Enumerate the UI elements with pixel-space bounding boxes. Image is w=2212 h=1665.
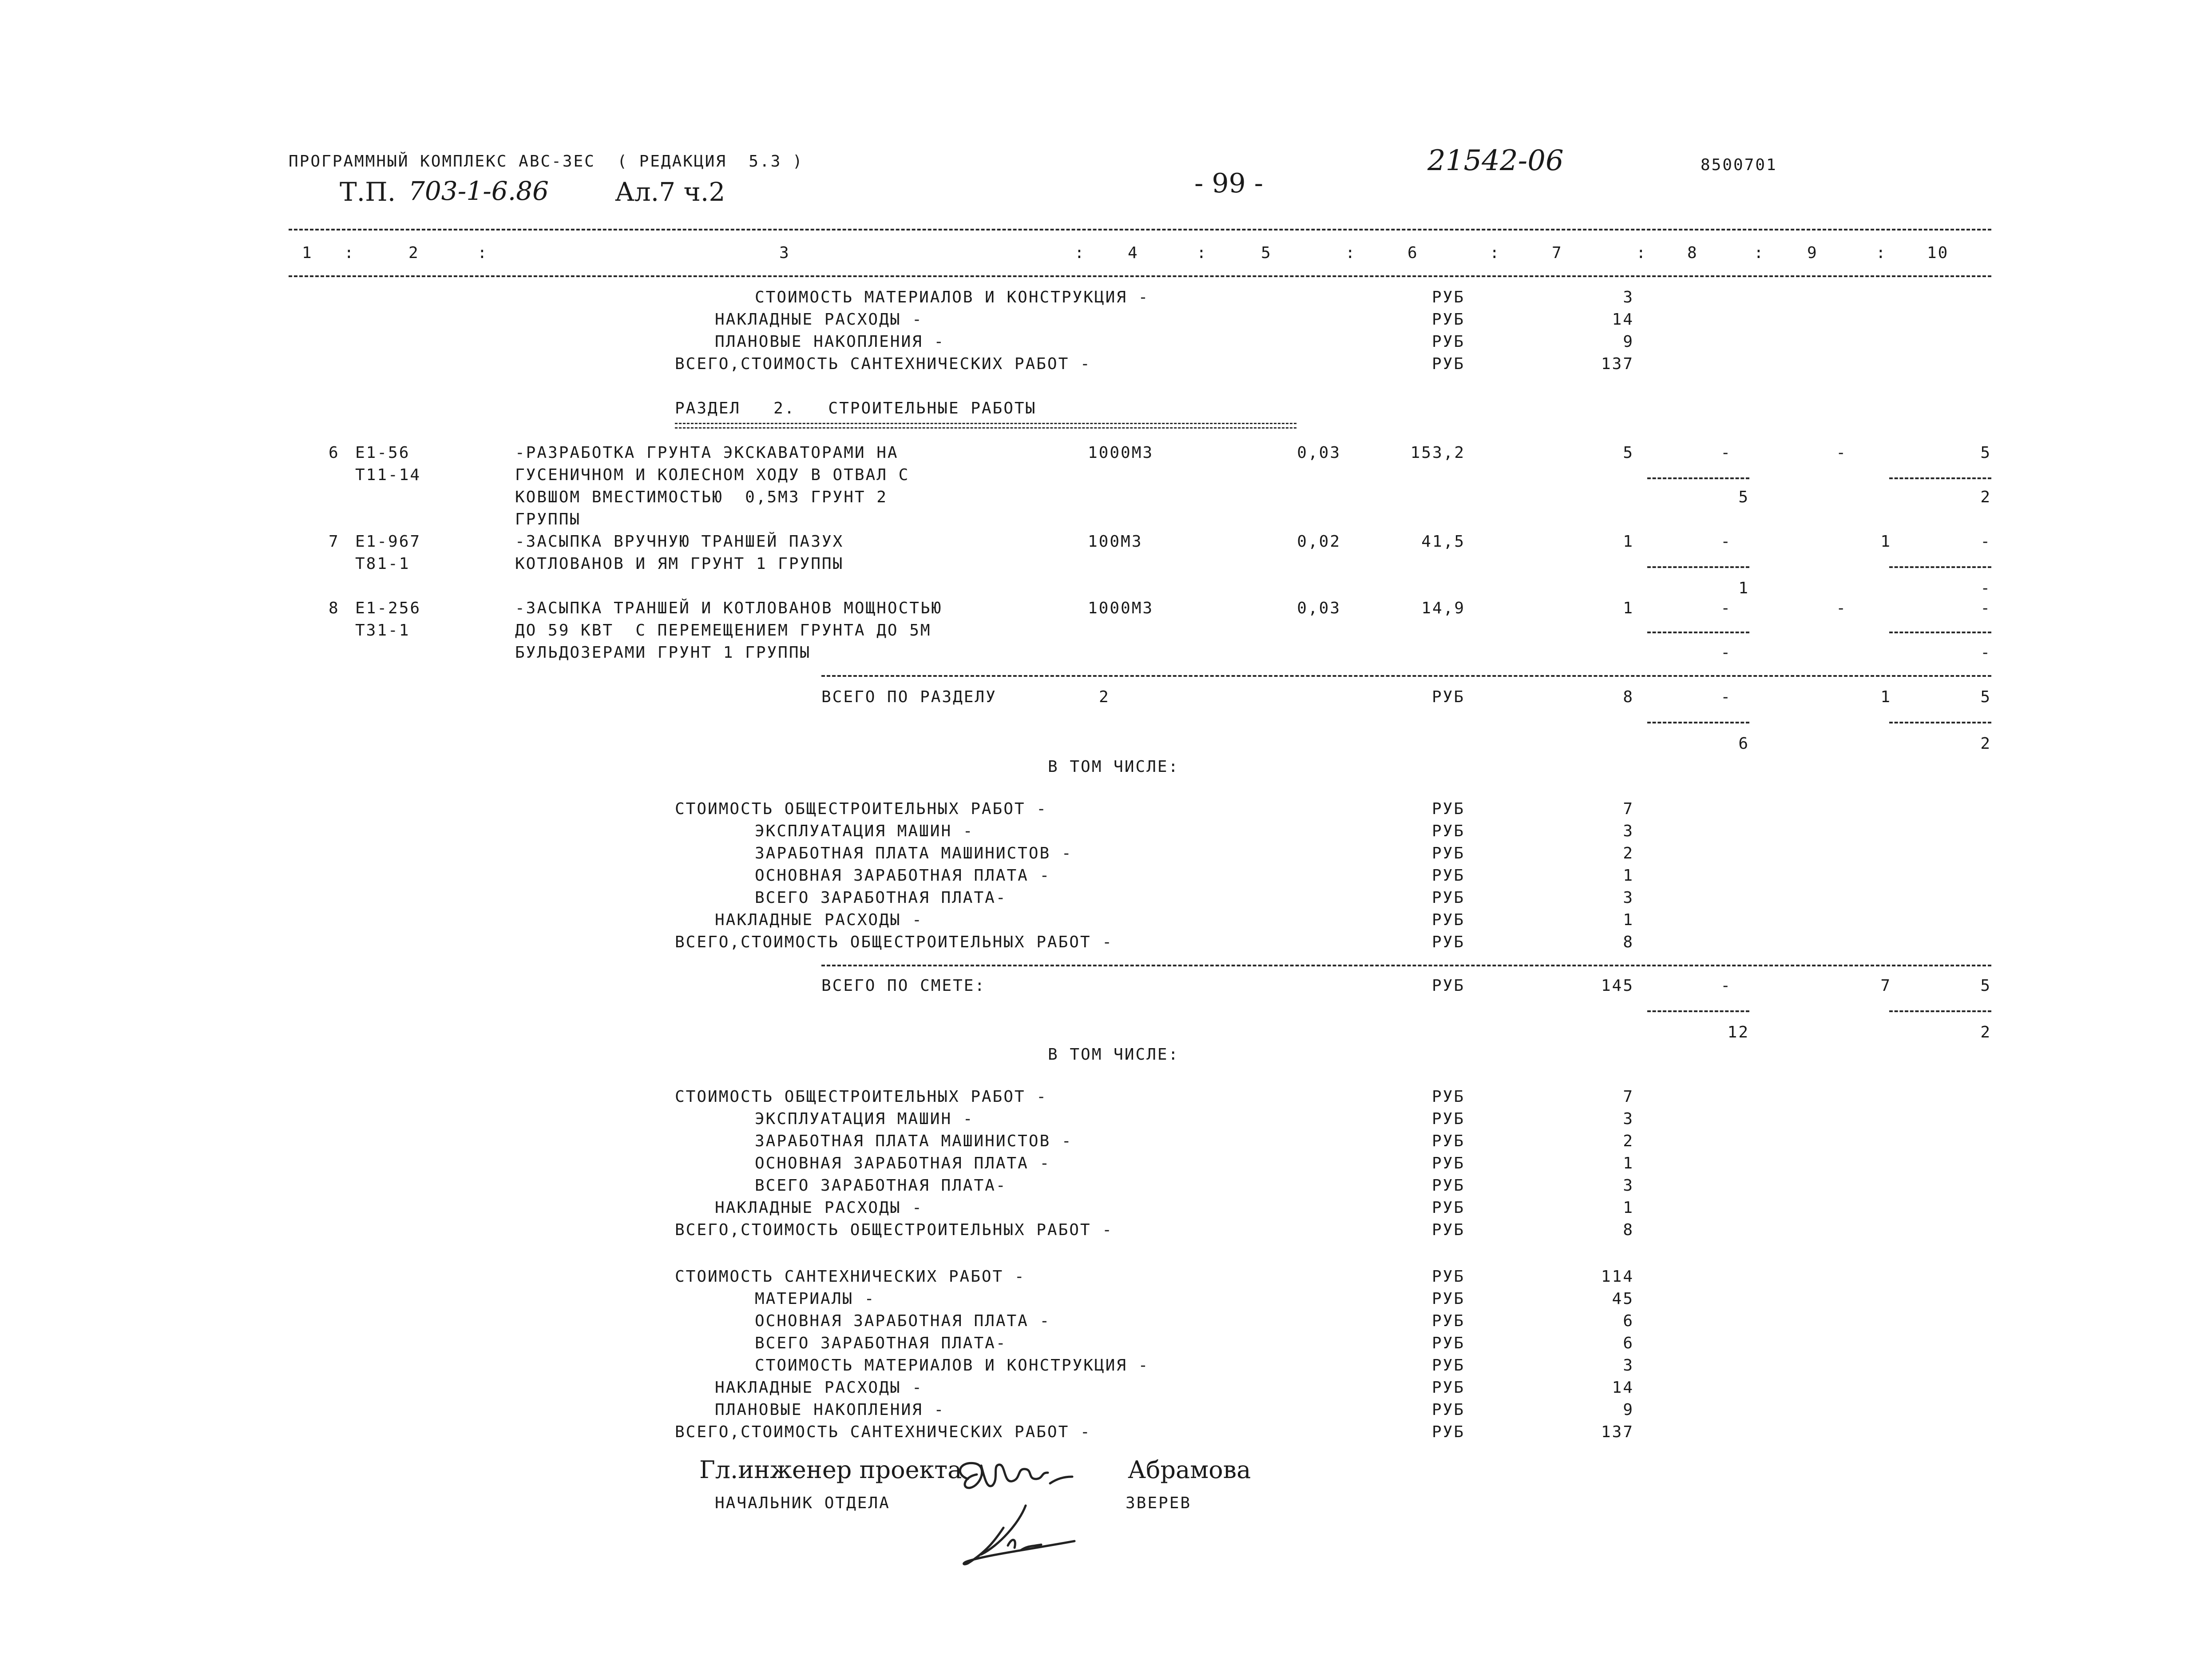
summary-label: НАКЛАДНЫЕ РАСХОДЫ - [715,310,923,329]
breakdown-unit: РУБ [1432,1379,1465,1397]
col-3-header: 3 [779,244,790,262]
department-head-name: ЗВЕРЕВ [1126,1494,1192,1512]
summary-value: 137 [1601,355,1634,373]
col-7-value: 145 [1601,977,1634,995]
breakdown-unit: РУБ [1432,911,1465,929]
breakdown-unit: РУБ [1432,1176,1465,1195]
breakdown-value: 6 [1623,1334,1634,1352]
breakdown-value: 3 [1623,889,1634,907]
work-description: -РАЗРАБОТКА ГРУНТА ЭКСКАВАТОРАМИ НА [515,444,899,462]
breakdown-unit: РУБ [1432,1268,1465,1286]
section-total-label: ВСЕГО ПО РАЗДЕЛУ [821,688,997,706]
breakdown-label: ЭКСПЛУАТАЦИЯ МАШИН - [755,1110,974,1128]
summary-label: СТОИМОСТЬ МАТЕРИАЛОВ И КОНСТРУКЦИЯ - [755,288,1150,306]
breakdown-value: 137 [1601,1423,1634,1441]
col-9-value: 7 [1880,977,1891,995]
col-10-header: 10 [1927,244,1949,262]
breakdown-unit: РУБ [1432,1088,1465,1106]
breakdown-label: СТОИМОСТЬ ОБЩЕСТРОИТЕЛЬНЫХ РАБОТ - [675,800,1047,818]
row-number: 6 [329,444,340,462]
col-8-header: 8 [1687,244,1698,262]
breakdown-label: СТОИМОСТЬ САНТЕХНИЧЕСКИХ РАБОТ - [675,1268,1026,1286]
breakdown-label: ВСЕГО,СТОИМОСТЬ ОБЩЕСТРОИТЕЛЬНЫХ РАБОТ - [675,1221,1113,1239]
breakdown-value: 9 [1623,1401,1634,1419]
col-7-value: 1 [1623,532,1634,551]
breakdown-label: ОСНОВНАЯ ЗАРАБОТНАЯ ПЛАТА - [755,866,1051,885]
col-8-value: - [1720,977,1732,995]
breakdown-label: НАКЛАДНЫЕ РАСХОДЫ - [715,1379,923,1397]
estimate-total-unit: РУБ [1432,977,1465,995]
rate-code: Е1-967 [355,532,421,551]
breakdown-value: 6 [1623,1312,1634,1330]
breakdown-unit: РУБ [1432,1110,1465,1128]
breakdown-value: 8 [1623,933,1634,951]
unit-price: 41,5 [1421,532,1465,551]
col-2-header: 2 [408,244,420,262]
album-label: Ал.7 ч.2 [615,177,725,207]
breakdown-unit: РУБ [1432,822,1465,840]
breakdown-value: 3 [1623,1356,1634,1375]
section-total-unit: РУБ [1432,688,1465,706]
sheet-code: 8500701 [1701,156,1777,174]
quantity: 0,03 [1297,599,1341,617]
work-description: КОТЛОВАНОВ И ЯМ ГРУНТ 1 ГРУППЫ [515,555,844,573]
breakdown-value: 1 [1623,1154,1634,1172]
summary-label: ПЛАНОВЫЕ НАКОПЛЕНИЯ - [715,333,945,351]
including-heading: В ТОМ ЧИСЛЕ: [1048,758,1180,776]
project-prefix: Т.П. [340,177,396,207]
breakdown-value: 2 [1623,844,1634,862]
breakdown-value: 8 [1623,1221,1634,1239]
col-sep: : [1197,244,1208,262]
col-8-sub: 12 [1727,1023,1749,1041]
chief-engineer-title: Гл.инженер проекта [699,1456,962,1484]
breakdown-label: ЗАРАБОТНАЯ ПЛАТА МАШИНИСТОВ - [755,1132,1073,1150]
section-underline [675,423,1296,424]
summary-label: ВСЕГО,СТОИМОСТЬ САНТЕХНИЧЕСКИХ РАБОТ - [675,355,1091,373]
col-sep: : [477,244,488,262]
col-10-value: - [1980,599,1991,617]
col-8-value: - [1720,532,1732,551]
breakdown-label: МАТЕРИАЛЫ - [755,1290,876,1308]
rate-code: Е1-56 [355,444,410,462]
unit: 1000М3 [1088,599,1154,617]
subtotal-rule [1889,632,1991,633]
row-number: 8 [329,599,340,617]
col-5-header: 5 [1261,244,1272,262]
breakdown-unit: РУБ [1432,1221,1465,1239]
unit: 100М3 [1088,532,1143,551]
work-description: -ЗАСЫПКА ТРАНШЕЙ И КОТЛОВАНОВ МОЩНОСТЬЮ [515,599,943,617]
breakdown-value: 14 [1612,1379,1634,1397]
col-sep: : [1876,244,1887,262]
breakdown-value: 1 [1623,1199,1634,1217]
rate-code-2: Т81-1 [355,555,410,573]
breakdown-unit: РУБ [1432,1312,1465,1330]
col-4-header: 4 [1128,244,1139,262]
breakdown-value: 3 [1623,1176,1634,1195]
breakdown-value: 2 [1623,1132,1634,1150]
subtotal-rule [1889,566,1991,568]
col-sep: : [1754,244,1765,262]
col-10-value: 5 [1980,444,1991,462]
breakdown-label: ОСНОВНАЯ ЗАРАБОТНАЯ ПЛАТА - [755,1312,1051,1330]
col-8-sub: 1 [1738,579,1749,597]
work-description: БУЛЬДОЗЕРАМИ ГРУНТ 1 ГРУППЫ [515,644,811,662]
col-8-value: - [1720,599,1732,617]
work-description: ГУСЕНИЧНОМ И КОЛЕСНОМ ХОДУ В ОТВАЛ С [515,466,910,484]
including-heading: В ТОМ ЧИСЛЕ: [1048,1045,1180,1064]
summary-value: 3 [1623,288,1634,306]
subtotal-rule [1647,566,1749,568]
quantity: 0,03 [1297,444,1341,462]
work-description: КОВШОМ ВМЕСТИМОСТЬЮ 0,5М3 ГРУНТ 2 [515,488,888,506]
col-10-sub: - [1980,579,1991,597]
col-sep: : [1636,244,1647,262]
section-total-number: 2 [1099,688,1110,706]
header-rule-top [289,229,1991,230]
breakdown-label: ВСЕГО ЗАРАБОТНАЯ ПЛАТА- [755,889,1007,907]
col-10-value: - [1980,532,1991,551]
breakdown-value: 114 [1601,1268,1634,1286]
rate-code-2: Т31-1 [355,621,410,640]
col-10-sub: 2 [1980,488,1991,506]
breakdown-unit: РУБ [1432,1132,1465,1150]
col-sep: : [1490,244,1501,262]
unit-price: 14,9 [1421,599,1465,617]
subtotal-rule [1889,477,1991,479]
section-underline [675,427,1296,429]
col-7-header: 7 [1552,244,1563,262]
breakdown-label: СТОИМОСТЬ ОБЩЕСТРОИТЕЛЬНЫХ РАБОТ - [675,1088,1047,1106]
breakdown-value: 3 [1623,822,1634,840]
section-title: РАЗДЕЛ 2. СТРОИТЕЛЬНЫЕ РАБОТЫ [675,399,1037,417]
breakdown-unit: РУБ [1432,844,1465,862]
col-10-value: 5 [1980,688,1991,706]
col-8-sub: 6 [1738,735,1749,753]
summary-value: 9 [1623,333,1634,351]
breakdown-unit: РУБ [1432,1334,1465,1352]
col-8-sub: - [1720,644,1732,662]
breakdown-label: НАКЛАДНЫЕ РАСХОДЫ - [715,911,923,929]
breakdown-unit: РУБ [1432,933,1465,951]
breakdown-label: ПЛАНОВЫЕ НАКОПЛЕНИЯ - [715,1401,945,1419]
summary-unit: РУБ [1432,288,1465,306]
subtotal-rule [1647,722,1749,723]
summary-unit: РУБ [1432,310,1465,329]
unit-price: 153,2 [1410,444,1465,462]
col-7-value: 8 [1623,688,1634,706]
estimate-total-label: ВСЕГО ПО СМЕТЕ: [821,977,986,995]
work-description: -ЗАСЫПКА ВРУЧНУЮ ТРАНШЕЙ ПАЗУХ [515,532,844,551]
rate-code-2: Т11-14 [355,466,421,484]
breakdown-label: ЭКСПЛУАТАЦИЯ МАШИН - [755,822,974,840]
summary-unit: РУБ [1432,355,1465,373]
summary-value: 14 [1612,310,1634,329]
row-number: 7 [329,532,340,551]
col-7-value: 1 [1623,599,1634,617]
subtotal-rule [1647,1010,1749,1012]
breakdown-value: 7 [1623,1088,1634,1106]
breakdown-unit: РУБ [1432,1423,1465,1441]
col-8-sub: 5 [1738,488,1749,506]
breakdown-value: 7 [1623,800,1634,818]
col-8-value: - [1720,444,1732,462]
subtotal-rule [1647,632,1749,633]
breakdown-unit: РУБ [1432,1154,1465,1172]
work-description: ДО 59 КВТ С ПЕРЕМЕЩЕНИЕМ ГРУНТА ДО 5М [515,621,932,640]
work-description: ГРУППЫ [515,510,581,529]
col-sep: : [1074,244,1086,262]
department-head-title: НАЧАЛЬНИК ОТДЕЛА [715,1494,890,1512]
col-9-value: 1 [1880,532,1891,551]
breakdown-label: ВСЕГО ЗАРАБОТНАЯ ПЛАТА- [755,1334,1007,1352]
subtotal-rule [1647,477,1749,479]
breakdown-label: ЗАРАБОТНАЯ ПЛАТА МАШИНИСТОВ - [755,844,1073,862]
doc-code: 21542-06 [1427,144,1564,177]
breakdown-label: СТОИМОСТЬ МАТЕРИАЛОВ И КОНСТРУКЦИЯ - [755,1356,1150,1375]
estimate-total-rule [821,965,1991,966]
col-8-value: - [1720,688,1732,706]
col-9-value: - [1836,599,1847,617]
breakdown-unit: РУБ [1432,889,1465,907]
col-10-sub: 2 [1980,1023,1991,1041]
col-sep: : [1345,244,1356,262]
col-9-header: 9 [1807,244,1818,262]
summary-unit: РУБ [1432,333,1465,351]
col-10-sub: - [1980,644,1991,662]
subtotal-rule [1889,1010,1991,1012]
breakdown-unit: РУБ [1432,866,1465,885]
header-rule-bottom [289,275,1991,277]
breakdown-value: 3 [1623,1110,1634,1128]
breakdown-unit: РУБ [1432,800,1465,818]
col-sep: : [344,244,355,262]
breakdown-label: ВСЕГО,СТОИМОСТЬ ОБЩЕСТРОИТЕЛЬНЫХ РАБОТ - [675,933,1113,951]
breakdown-value: 45 [1612,1290,1634,1308]
breakdown-value: 1 [1623,866,1634,885]
department-head-signature [937,1497,1083,1572]
section-total-rule [821,675,1991,677]
breakdown-label: НАКЛАДНЫЕ РАСХОДЫ - [715,1199,923,1217]
subtotal-rule [1889,722,1991,723]
breakdown-value: 1 [1623,911,1634,929]
breakdown-label: ВСЕГО,СТОИМОСТЬ САНТЕХНИЧЕСКИХ РАБОТ - [675,1423,1091,1441]
breakdown-label: ОСНОВНАЯ ЗАРАБОТНАЯ ПЛАТА - [755,1154,1051,1172]
col-9-value: 1 [1880,688,1891,706]
col-9-value: - [1836,444,1847,462]
chief-engineer-name: Абрамова [1128,1456,1251,1484]
breakdown-unit: РУБ [1432,1401,1465,1419]
breakdown-unit: РУБ [1432,1199,1465,1217]
rate-code: Е1-256 [355,599,421,617]
breakdown-unit: РУБ [1432,1356,1465,1375]
col-1-header: 1 [302,244,313,262]
unit: 1000М3 [1088,444,1154,462]
breakdown-label: ВСЕГО ЗАРАБОТНАЯ ПЛАТА- [755,1176,1007,1195]
breakdown-unit: РУБ [1432,1290,1465,1308]
quantity: 0,02 [1297,532,1341,551]
col-6-header: 6 [1407,244,1419,262]
page-number: - 99 - [1194,168,1264,199]
col-10-value: 5 [1980,977,1991,995]
project-number: 703-1-6.86 [408,176,549,206]
col-7-value: 5 [1623,444,1634,462]
program-title: ПРОГРАММНЫЙ КОМПЛЕКС АВС-3ЕС ( РЕДАКЦИЯ 5.3 ) [289,152,804,171]
col-10-sub: 2 [1980,735,1991,753]
